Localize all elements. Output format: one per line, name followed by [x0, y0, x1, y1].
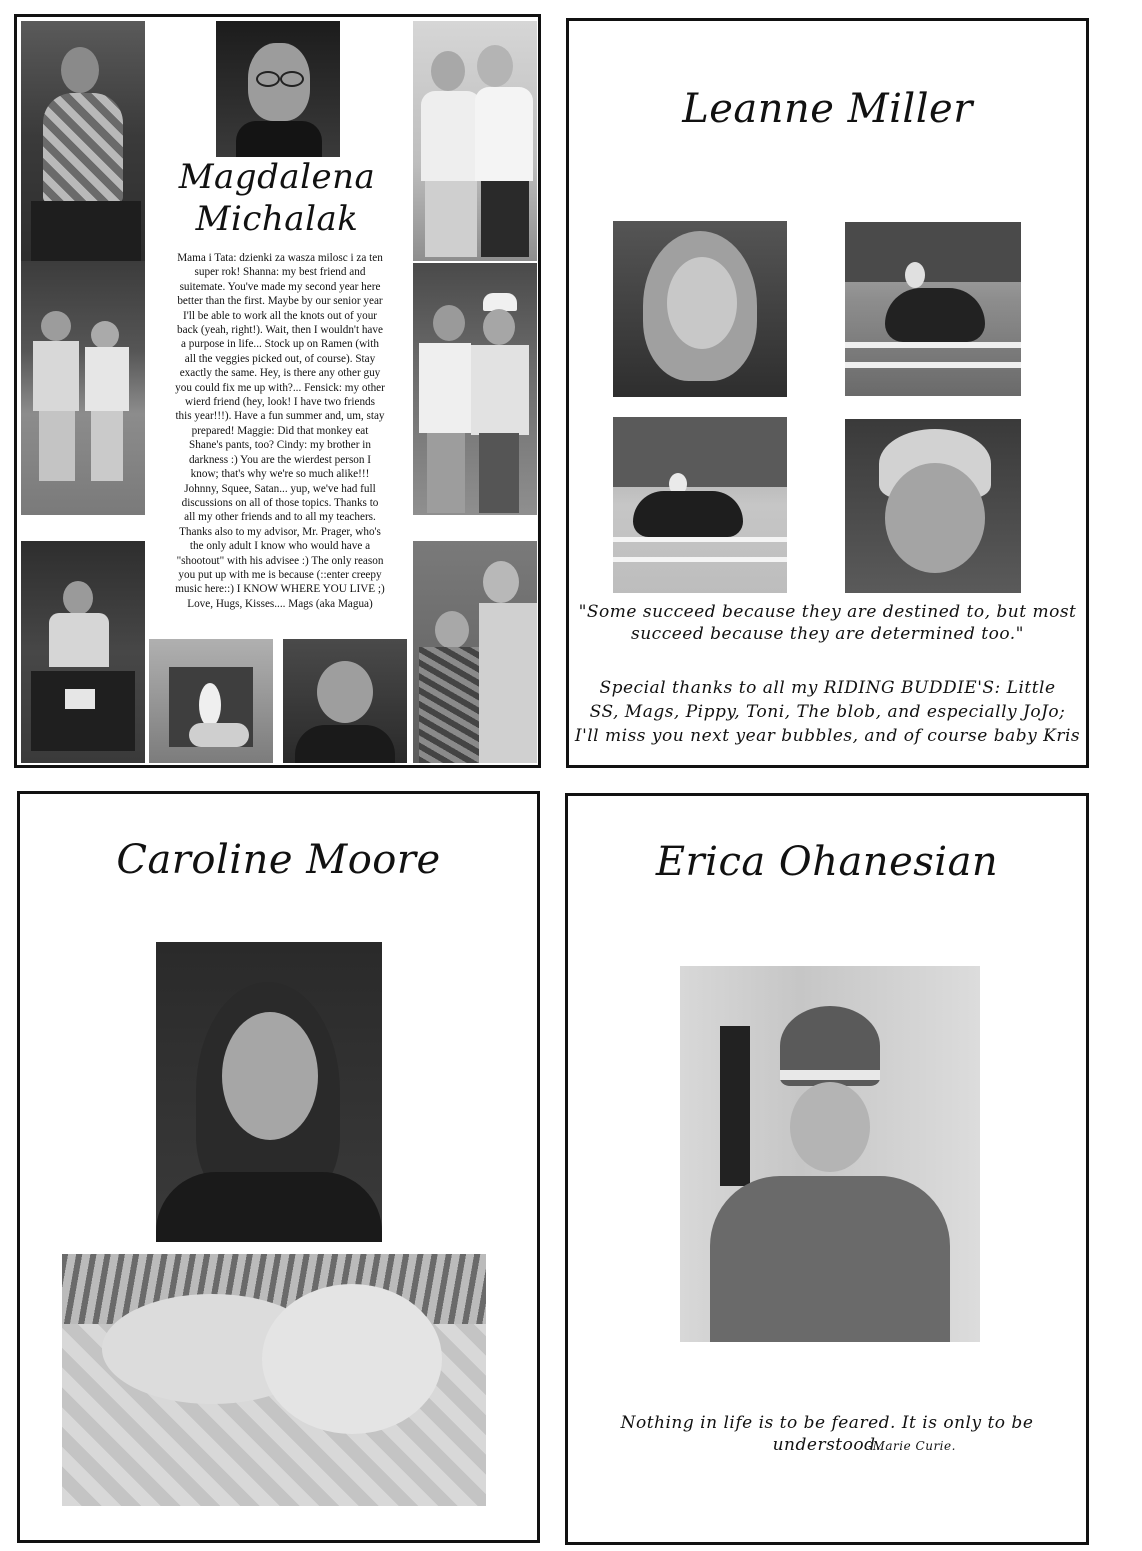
- photo-senior-portrait: [156, 942, 382, 1242]
- photo-girl-in-knit-hat: [680, 966, 980, 1342]
- photo-horse-jumping-1: [845, 222, 1021, 396]
- message-line: know; that's why we're so much alike!!!: [190, 468, 370, 481]
- photo-horse-jumping-2: [613, 417, 787, 593]
- photo-portrait-glasses: [216, 21, 340, 157]
- photo-older-couple: [413, 541, 537, 763]
- yearbook-panel-erica-ohanesian: [565, 793, 1089, 1545]
- thanks-line: SS, Mags, Pippy, Toni, The blob, and especially JoJo;: [589, 702, 1066, 722]
- student-name-first: Magdalena: [178, 157, 376, 197]
- message-line: Mama i Tata: dzienki za wasza milosc i za ten: [177, 252, 383, 264]
- message-line: all the veggies picked out, of course). Stay: [184, 352, 376, 365]
- photo-girl-on-tractor: [21, 21, 145, 279]
- yearbook-panel-caroline-moore: [17, 791, 540, 1543]
- quote-line: succeed because they are determined too.": [631, 624, 1024, 644]
- photo-woman-portrait: [283, 639, 407, 763]
- thanks-line: Special thanks to all my RIDING BUDDIE'S: Little: [599, 678, 1056, 698]
- student-message: [145, 251, 415, 611]
- message-line: a purpose in life... Stock up on Ramen (with: [181, 338, 379, 351]
- photo-two-girls-outdoors: [413, 263, 537, 515]
- photo-girl-portrait: [613, 221, 787, 397]
- photo-two-girls-in-field: [21, 261, 145, 515]
- yearbook-panel-magdalena-michalak: [14, 14, 541, 768]
- photo-child-portrait: [845, 419, 1021, 593]
- message-line: exactly the same. Hey, is there any other guy: [179, 367, 381, 380]
- message-line: you put up with me is because (::enter creepy: [178, 568, 382, 581]
- message-line: "shootout" with his advisee :) The only reason: [176, 554, 384, 567]
- thanks-line: I'll miss you next year bubbles, and of course baby Kris: [574, 726, 1081, 746]
- photo-two-girls-hugging: [413, 21, 537, 261]
- student-name: Erica Ohanesian: [655, 839, 999, 885]
- photo-sleeping-dogs: [62, 1254, 486, 1506]
- message-line: super rok! Shanna: my best friend and: [194, 266, 366, 279]
- message-line: Shane's pants, too? Cindy: my brother in: [189, 439, 371, 452]
- student-name: Leanne Miller: [682, 86, 973, 132]
- quote-line: "Some succeed because they are destined to, but most: [578, 602, 1077, 622]
- student-name-last: Michalak: [195, 199, 359, 239]
- message-line: this year!!!). Have a fun summer and, um, stay: [175, 410, 385, 423]
- message-line: better than the first. Maybe by our senior year: [177, 295, 383, 308]
- message-line: wierd friend (hey, look! I have two friends: [184, 396, 376, 409]
- message-line: Thanks also to my advisor, Mr. Prager, who's: [179, 525, 381, 538]
- message-line: music here::) I KNOW WHERE YOU LIVE ;): [175, 583, 385, 596]
- message-line: I'll be able to work all the knots out of your: [182, 309, 378, 322]
- quote-attribution: -Marie Curie.: [868, 1439, 956, 1453]
- photo-bird-on-hand: [149, 639, 273, 763]
- message-line: back (yeah, right!). Wait, then I wouldn't have: [177, 324, 383, 337]
- message-line: suitemate. You've made my second year here: [179, 280, 381, 293]
- yearbook-panel-leanne-miller: [566, 18, 1089, 768]
- photo-man-on-tractor: [21, 541, 145, 763]
- message-line: discussions on all of those topics. Thanks to: [181, 496, 379, 509]
- message-line: the only adult I know who would have a: [189, 540, 371, 553]
- message-line: prepared! Maggie: Did that monkey eat: [191, 424, 369, 437]
- message-line: you could fix me up with?... Fensick: my other: [175, 381, 385, 394]
- message-line: Johnny, Squee, Satan... yup, we've had full: [184, 482, 376, 495]
- message-line: all my other friends and to all my teachers.: [184, 511, 376, 524]
- message-line: darkness :) You are the wierdest person I: [188, 453, 372, 466]
- quote: Nothing in life is to be feared. It is only to be understood.: [620, 1413, 1034, 1455]
- student-name: Caroline Moore: [116, 837, 441, 883]
- message-line: Love, Hugs, Kisses.... Mags (aka Magua): [187, 597, 373, 610]
